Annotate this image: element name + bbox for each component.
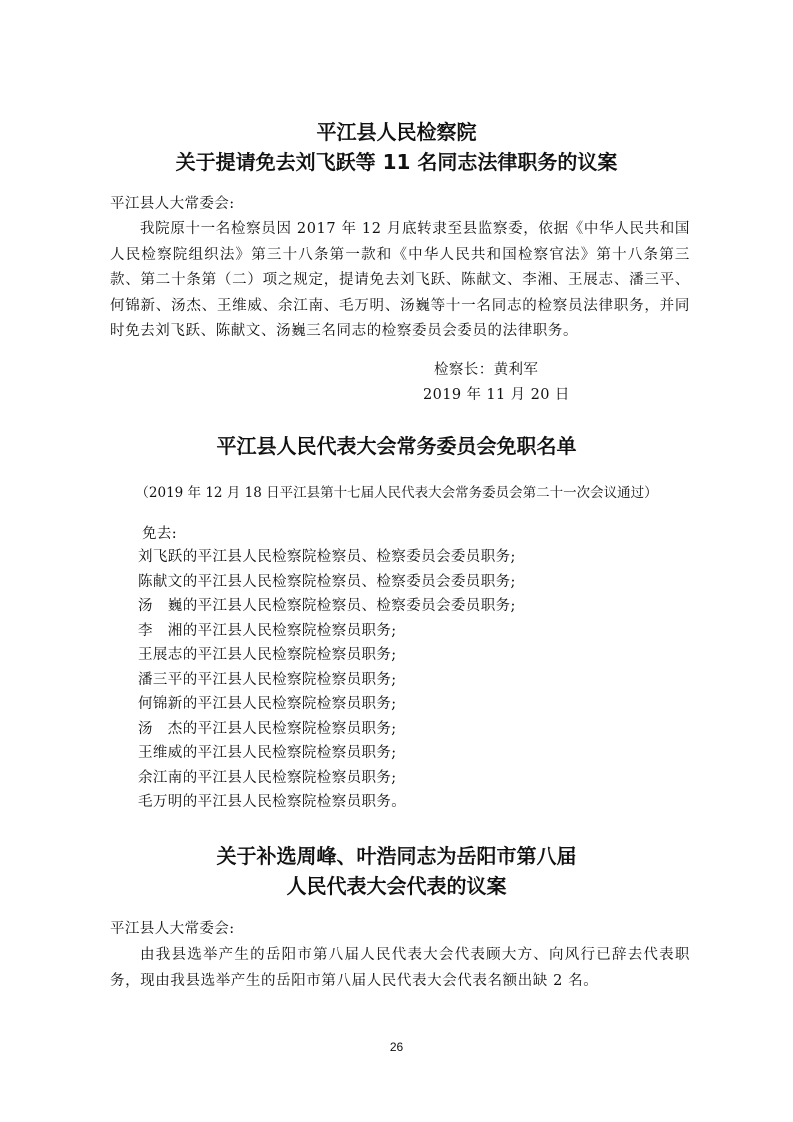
doc1-title-line1: 平江县人民检察院 <box>316 120 477 144</box>
list-item: 潘三平的平江县人民检察院检察员职务; <box>138 671 397 688</box>
doc3-body: 由我县选举产生的岳阳市第八届人民代表大会代表顾大方、向风行已辞去代表职务，现由我县选举产生的岳阳市第八届人民代表大会代表名额出缺 2 名。 <box>110 947 690 989</box>
list-item: 陈献文的平江县人民检察院检察员、检察委员会委员职务; <box>138 573 516 590</box>
doc2-label: 免去: <box>142 526 178 542</box>
removal-list <box>138 545 516 815</box>
page-number: 26 <box>389 1040 404 1054</box>
doc1-salutation: 平江县人大常委会: <box>110 196 235 212</box>
doc2-note: （2019 年 12 月 18 日平江县第十七届人民代表大会常务委员会第二十一次会议通过） <box>135 485 658 501</box>
list-item: 毛万明的平江县人民检察院检察员职务。 <box>138 794 407 810</box>
list-item: 汤 巍的平江县人民检察院检察员、检察委员会委员职务; <box>138 598 516 614</box>
list-item: 李 湘的平江县人民检察院检察员职务; <box>138 622 397 639</box>
doc3-title-line2: 人民代表大会代表的议案 <box>286 874 507 898</box>
list-item: 汤 杰的平江县人民检察院检察员职务; <box>138 720 397 737</box>
doc1-date: 2019 年 11 月 20 日 <box>423 387 570 403</box>
list-item: 王维威的平江县人民检察院检察员职务; <box>138 745 397 761</box>
doc2-title: 平江县人民代表大会常务委员会免职名单 <box>216 434 577 458</box>
doc3-salutation: 平江县人大常委会: <box>110 921 235 937</box>
doc1-title-line2: 关于提请免去刘飞跃等 11 名同志法律职务的议案 <box>175 150 618 174</box>
doc1-signature: 检察长：黄利军 <box>434 362 539 378</box>
list-item: 刘飞跃的平江县人民检察院检察员、检察委员会委员职务; <box>138 549 516 565</box>
doc1-body: 我院原十一名检察员因 2017 年 12 月底转隶至县监察委，依据《中华人民共和国人民检察院组织法》第三十八条第一款和《中华人民共和国检察官法》第十八条第三款、第二十条第（二）项之规定，提请免去刘飞跃、陈献文、李湘、王展志、潘三平、何锦新、汤杰、王维威、余江南、毛万明、汤巍等十一名同志的检察员法律职务，并同时免去刘飞跃、陈献文、汤巍三名同志的检察委员会委员的法律职务。 <box>110 221 690 339</box>
list-item: 王展志的平江县人民检察院检察员职务; <box>138 647 397 663</box>
doc3-title-line1: 关于补选周峰、叶浩同志为岳阳市第八届 <box>216 844 577 868</box>
list-item: 余江南的平江县人民检察院检察员职务; <box>138 769 397 786</box>
list-item: 何锦新的平江县人民检察院检察员职务; <box>138 696 397 712</box>
